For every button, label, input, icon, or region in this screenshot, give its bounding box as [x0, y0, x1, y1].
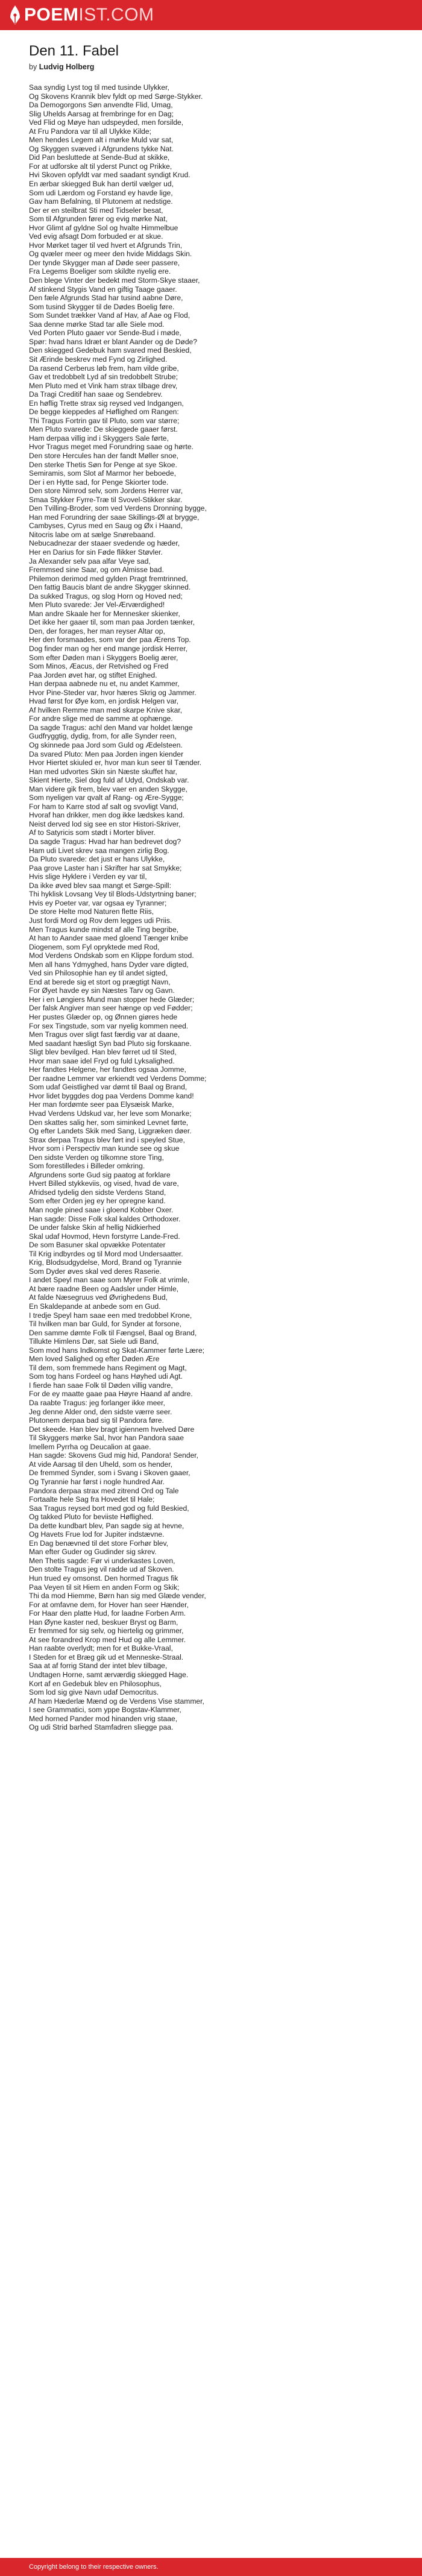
- poem-line: Da sagde Tragus: achl den Mand var holdet længe: [29, 723, 193, 732]
- poem-line: Ved Porten Pluto gaaer vor Sende-Bud i møde,: [29, 329, 181, 338]
- poem-line: De som Basuner skal opvække Potentater: [29, 1241, 166, 1250]
- poem-line: Saa denne mørke Stad tar alle Siele mod.: [29, 320, 165, 329]
- poem-line: Da dette kundbart blev, Pan sagde sig at hevne,: [29, 1521, 184, 1530]
- poem-line: Jeg denne Alder ond, den sidste værre seer.: [29, 1407, 172, 1416]
- byline-prefix: by: [29, 63, 37, 71]
- poem-line: Hun trued ey omsonst. Den hormed Tragus fik: [29, 1573, 178, 1582]
- poem-line: Men Tragus over sligt fast færdig var at daane,: [29, 1030, 180, 1039]
- poem-line: Saa syndig Lyst tog til med tusinde Ulykker,: [29, 83, 169, 92]
- poem-line: Da Demogorgons Søn anvendte Flid, Umag,: [29, 101, 173, 110]
- poem-line: Han sagde: Skovens Gud mig hid, Pandora! Sender,: [29, 1451, 199, 1460]
- poem-line: Hvor Pine-Steder var, hvor hæres Skrig og Jammer.: [29, 688, 197, 697]
- poem-line: Thi hyklisk Lovsang Vey til Blods-Udstyrtning baner;: [29, 890, 197, 899]
- poem-line: Afgrundens sorte Gud sig paatog at forklare: [29, 1170, 171, 1179]
- logo-brand: POEM: [24, 5, 79, 25]
- poem-line: En Dag benævned til det store Forhør blev,: [29, 1538, 169, 1548]
- poem-line: I andet Speyl man saae som Myrer Folk at vrimle,: [29, 1276, 190, 1285]
- poem-line: Den store Hercules han der fandt Møller snoe,: [29, 451, 179, 460]
- poem-line: Den sterke Thetis Søn for Penge at sye Skoe.: [29, 460, 177, 469]
- poem-line: For Haar den platte Hud, for laadne Forben Arm.: [29, 1609, 186, 1618]
- poem-line: Diogenem, som Fyl opryktede med Rod,: [29, 942, 160, 951]
- poem-line: Her den forsmaades, som var der paa Ærens Top.: [29, 635, 191, 644]
- poem-line: Nitocris labe om at sælge Snørebaand.: [29, 530, 156, 539]
- poem-line: Da ikke øved blev saa mangt et Sørge-Spill:: [29, 881, 171, 890]
- poem-line: Hvor Glimt af gyldne Sol og hvalte Himmelbue: [29, 223, 178, 232]
- poem-line: Skient Hierte, Siel dog fuld af Udyd, Ondskab var.: [29, 776, 189, 785]
- poem-line: At vide Aarsag til den Uheld, som os hender,: [29, 1460, 172, 1469]
- poem-line: Saa at af forrig Stand der intet blev tilbage,: [29, 1661, 168, 1671]
- poem-line: De store Helte mod Naturen flette Riis,: [29, 907, 154, 916]
- poem-line: Gudfryggtig, dydig, from, for alle Synder reen,: [29, 732, 177, 741]
- poem-line: Som efter Orden jeg ey her opregne kand.: [29, 1197, 166, 1206]
- poem-line: Af ham Hæderlæ Mænd og de Verdens Vise stammer,: [29, 1696, 204, 1705]
- poem-line: Som efter Døden man i Skyggers Boelig ærer,: [29, 653, 178, 662]
- poem-line: Strax derpaa Tragus blev ført ind i speyled Stue,: [29, 1135, 185, 1144]
- poem-line: Just fordi Mord og Rov dem legges udi Priis.: [29, 916, 172, 925]
- poem-line: Cambyses, Cyrus med en Saug og Øx i Haand,: [29, 521, 183, 531]
- poem-line: Som forestilledes i Billeder omkring.: [29, 1162, 145, 1171]
- poem-line: Med saadant hæsligt Syn bad Pluto sig forskaane.: [29, 1039, 192, 1048]
- poem-line: Det skeede. Han blev bragt igiennem hvelved Døre: [29, 1425, 195, 1434]
- poem-line: Den Tvilling-Broder, som ved Verdens Dronning bygge,: [29, 504, 207, 513]
- poem-line: Did Pan besluttede at Sende-Bud at skikke,: [29, 153, 170, 162]
- poem-line: Kort af en Gedebuk blev en Philosophus,: [29, 1679, 162, 1688]
- poem-line: Og Skyggen svæved i Afgrundens tykke Nat.: [29, 144, 174, 153]
- poem-line: Den skiegged Gedebuk ham svared med Beskied,: [29, 346, 192, 355]
- poem-line: Og efter Landets Skik med Sang, Liggræken døer.: [29, 1127, 192, 1136]
- poem-line: Til Skyggers mørke Sal, hvor han Pandora saae: [29, 1434, 184, 1443]
- poem-line: Fortaalte hele Sag fra Hovedet til Hale;: [29, 1495, 155, 1504]
- poem-line: Og skinnede paa Jord som Guld og Ædelsteen.: [29, 741, 183, 750]
- poem-line: Hvert Billed stykkeviis, og vised, hvad de vare,: [29, 1179, 179, 1188]
- poem-line: Hvor man saae idel Fryd og fuld Lyksalighed.: [29, 1056, 175, 1065]
- poem-line: For Øyet havde ey sin Næstes Tarv og Gavn.: [29, 986, 175, 995]
- site-logo-text: [24, 6, 154, 24]
- poem-line: Hvor lidet byggdes dog paa Verdens Domme kand!: [29, 1091, 194, 1100]
- poem-line: Og Tyrannie har først i nogle hundred Aar.: [29, 1477, 165, 1486]
- poem-line: Den skattes salig her, som siminked Levnet førte,: [29, 1118, 189, 1127]
- poem-line: En ærbar skiegged Buk han dertil vælger ud,: [29, 180, 174, 189]
- poem-line: Neist derved lod sig see en stor Histori-Skriver,: [29, 819, 181, 828]
- poem-line: Den blege Vinter der bedekt med Storm-Skye staaer,: [29, 276, 200, 285]
- poem-line: For sex Tingstude, som var nyelig kommen need.: [29, 1021, 189, 1030]
- poem-line: Han Øyne kaster ned, beskuer Bryst og Barm,: [29, 1617, 178, 1627]
- poem-line: Og udi Strid barhed Stamfadren sliegge paa.: [29, 1723, 174, 1732]
- poem-line: Som lod sig give Navn udaf Democritus.: [29, 1688, 159, 1697]
- poem-line: Den fæle Afgrunds Stad har tusind aabne Døre,: [29, 294, 183, 303]
- poem-line: Men Pluto svarede: Jer Vel-Ærværdighed!: [29, 600, 165, 609]
- poem-line: Fra Legems Boeliger som skildte nyelig ere.: [29, 267, 171, 276]
- poem-line: Af stinkend Stygis Vand en giftig Taage gaaer.: [29, 285, 177, 294]
- poem-line: Der er en steilbrat Sti med Tidseler besat,: [29, 206, 163, 215]
- poem-line: Da raabte Tragus: jeg forlanger ikke meer,: [29, 1399, 165, 1408]
- poem-line: Som Dyder øves skal ved deres Raserie.: [29, 1267, 162, 1276]
- poem-line: Krig, Blodsudgydelse, Mord, Brand og Tyrannie: [29, 1258, 182, 1267]
- poem-line: Sligt blev bevilged. Han blev førret ud til Sted,: [29, 1048, 177, 1057]
- poem-line: Her fandtes Helgene, her fandtes ogsaa Jomme,: [29, 1065, 186, 1074]
- poem-line: Som tog hans Fordeel og hans Høyhed udi Agt.: [29, 1372, 183, 1381]
- poem-line: Skal udaf Hovmod, Hevn forstyrre Lande-Fred.: [29, 1232, 180, 1241]
- poem-line: Man andre Skaale her for Mennesker skienker,: [29, 609, 180, 618]
- site-logo-link[interactable]: [8, 5, 154, 25]
- poem-line: Saa Tragus reysed bort med god og fuld Beskied,: [29, 1504, 189, 1513]
- poem-line: Her i en Løngiers Mund man stopper hede Glæder;: [29, 995, 195, 1004]
- poem-line: Man nogle pined saae i gloend Kobber Oxer.: [29, 1206, 174, 1214]
- poem-line: Som mod hans Indkomst og Skat-Kammer førte Lære;: [29, 1346, 205, 1355]
- poem-line: Man efter Guder og Gudinder sig skrev.: [29, 1548, 157, 1557]
- poem-line: Den fattig Baucis blant de andre Skygger skinned.: [29, 583, 191, 592]
- poem-line: Som udi Lærdom og Forstand ey havde lige,: [29, 188, 173, 197]
- poem-line: Men loved Salighed og efter Døden Ære: [29, 1355, 160, 1364]
- poem-line: Han med Forundring der saae Skillings-Øl at brygge,: [29, 512, 200, 521]
- poem-line: Paa grove Laster han i Skrifter har sat Smykke;: [29, 863, 182, 872]
- poem-line: Der i en Hytte sad, for Penge Skiorter tode.: [29, 477, 169, 487]
- poem-line: Det ikke her gaaer til, som man paa Jorden tænker,: [29, 618, 195, 627]
- poem-line: Til Krig indbyrdes og til Mord mod Undersaatter.: [29, 1249, 183, 1258]
- site-footer: [0, 2558, 422, 2576]
- poem-line: Hvor som i Perspectiv man kunde see og skue: [29, 1144, 180, 1153]
- poem-line: Men Thetis sagde: Før vi underkastes Loven,: [29, 1556, 175, 1565]
- poem-line: Hvi Skoven opfyldt var med saadant syndigt Krud.: [29, 171, 191, 180]
- poem-content: [0, 30, 422, 1732]
- poem-line: Slig Uhelds Aarsag at frembringe for en Dag;: [29, 109, 174, 118]
- poem-line: Som Minos, Æacus, der Retvished og Fred: [29, 662, 169, 671]
- poem-line: Der raadne Lemmer var erkiendt ved Verdens Domme;: [29, 1074, 207, 1083]
- poem-line: Ham derpaa villig ind i Skyggers Sale førte,: [29, 433, 169, 442]
- poem-line: Fremmsed sine Saar, og om Almisse bad.: [29, 565, 164, 575]
- poem-line: Og takked Pluto for beviiste Høflighed.: [29, 1513, 154, 1522]
- poem-line: Men hendes Legem alt i mørke Muld var sat,: [29, 136, 174, 145]
- poem-line: De begge kieppedes af Høflighed om Rangen:: [29, 408, 179, 417]
- poem-line: For at udforske alt til yderst Punct og Prikke,: [29, 162, 172, 171]
- poem-line: Spør: hvad hans Idræt er blant Aander og de Døde?: [29, 337, 197, 346]
- poem-line: Da svared Pluto: Men paa Jorden ingen kiender: [29, 749, 184, 758]
- logo-tld: IST.COM: [78, 5, 154, 25]
- poem-line: Hvoraf han drikker, men dog ikke lædskes kand.: [29, 811, 185, 820]
- fountain-pen-nib-icon: [8, 5, 22, 25]
- poem-line: Som Sundet trækker Vand af Hav, af Aae og Flod,: [29, 311, 191, 320]
- poem-line: Er fremmed for sig selv, og hiertelig og grimmer,: [29, 1627, 184, 1636]
- poem-line: Smaa Stykker Fyrre-Træ til Svovel-Stikker skar.: [29, 495, 183, 504]
- poem-line: Som til Afgrunden fører og evig mørke Nat,: [29, 215, 168, 224]
- site-header: [0, 0, 422, 30]
- poem-line: At falde Næsegruus ved Øvrighedens Bud,: [29, 1293, 168, 1302]
- poem-line: Ved Flid og Møye han udspeyded, men forsilde,: [29, 118, 184, 127]
- poem-line: Thi da mod Hiemme, Børn han sig med Glæde vender,: [29, 1592, 206, 1601]
- poem-line: Han sagde: Disse Folk skal kaldes Orthodoxer.: [29, 1214, 181, 1223]
- poem-line: De under falske Skin af hellig Nidkierhed: [29, 1223, 160, 1232]
- poem-line: Man videre gik frem, blev vaer en anden Skygge,: [29, 784, 187, 793]
- poem-line: Der tynde Skygger man af Døde seer passere,: [29, 258, 180, 267]
- poem-line: Men all hans Ydmyghed, hans Dyder vare digted,: [29, 960, 189, 969]
- poem-line: For andre slige med de samme at ophænge.: [29, 714, 173, 723]
- poem-line: Hvis ey Poeter var, var ogsaa ey Tyranner;: [29, 898, 167, 907]
- poem-line: Philemon derimod med gylden Pragt fremtrinned,: [29, 574, 188, 583]
- poem-line: Der falsk Angiver man seer hænge op ved Fødder;: [29, 1004, 193, 1013]
- poem-line: En Skaldepande at anbede som en Gud.: [29, 1302, 161, 1311]
- poem-line: Men Tragus kunde mindst af alle Ting begribe,: [29, 925, 179, 934]
- poem-line: De fremmed Synder, som i Svang i Skoven gaaer,: [29, 1469, 191, 1478]
- poem-line: Da rasend Cerberus løb frem, ham vilde gribe,: [29, 364, 179, 373]
- poem-line: Hvor Hiertet skiuled er, hvor man kun seer til Tænder.: [29, 758, 202, 767]
- footer-copyright: Copyright belong to their respective owners.: [29, 2563, 159, 2571]
- poem-line: Hvor Tragus meget med Forundring saae og hørte.: [29, 442, 194, 452]
- poem-line: Ja Alexander selv paa alfar Veye sad,: [29, 556, 151, 565]
- poem-line: Den sidste Verden og tilkomne store Ting,: [29, 1153, 164, 1162]
- poem-line: Ved evig afsagt Dom forbuded er at skue.: [29, 232, 163, 241]
- poem-line: For de ey maatte gaae paa Høyre Haand af andre.: [29, 1390, 193, 1399]
- poem-line: Paa Veyen til sit Hiem en anden Form og Skik;: [29, 1582, 180, 1592]
- poem-line: Af to Satyricis som stødt i Morter bliver.: [29, 828, 156, 837]
- poem-line: Nebucadnezar der staaer svedende og hæder,: [29, 539, 180, 548]
- poem-line: I Steden for et Bræg gik ud et Menneske-Straal.: [29, 1652, 184, 1661]
- poem-line: Sit Ærinde beskrev med Fynd og Zirlighed.: [29, 354, 168, 364]
- poem-byline: [29, 61, 422, 72]
- poem-line: Hvis slige Hyklere i Verden ey var til,: [29, 872, 147, 881]
- poem-line: Til hvilken man bar Guld, for Synder at forsone,: [29, 1320, 181, 1329]
- poem-line: Paa Jorden øvet har, og stiftet Enighed.: [29, 670, 157, 679]
- poem-line: Og Skovens Krannik blev fyldt op med Sørge-Stykker.: [29, 92, 203, 101]
- poem-body: [29, 83, 422, 1732]
- poem-line: Ham udi Livet skrev saa mangen zirlig Bog.: [29, 846, 169, 855]
- poem-line: Semiramis, som Slot af Marmor her beboede,: [29, 469, 176, 478]
- poem-line: At Fru Pandora var til all Ulykke Kilde;: [29, 127, 151, 136]
- poem-line: Den samme dømte Folk til Fængsel, Baal og Brand,: [29, 1328, 197, 1337]
- poem-line: Han med udvortes Skin sin Næste skuffet har,: [29, 767, 177, 776]
- author-link[interactable]: Ludvig Holberg: [39, 63, 95, 71]
- poem-line: Plutonem derpaa bad sig til Pandora føre.: [29, 1416, 164, 1425]
- poem-line: Tillukte Himlens Dør, sat Siele udi Band,: [29, 1337, 159, 1346]
- poem-line: Den store Nimrod selv, som Jordens Herrer var,: [29, 487, 183, 496]
- poem-line: Den, der forages, her man reyser Altar op,: [29, 626, 165, 635]
- poem-line: Da sukked Tragus, og slog Horn og Hoved ned;: [29, 591, 183, 600]
- poem-line: Thi Tragus Fortrin gav til Pluto, som var større;: [29, 416, 180, 425]
- poem-line: Men Pluto med et Vink ham strax tilbage drev,: [29, 381, 178, 390]
- poem-line: I see Grammatici, som yppe Bogstav-Klammer,: [29, 1705, 181, 1715]
- poem-line: Til dem, som fremmede hans Regiment og Magt,: [29, 1363, 187, 1372]
- poem-line: Hvad Verdens Udskud var, her leve som Monarke;: [29, 1109, 192, 1118]
- poem-line: At see forandred Krop med Hud og alle Lemmer.: [29, 1635, 186, 1644]
- poem-line: En høflig Trette strax sig reysed ved Indgangen,: [29, 398, 184, 408]
- poem-line: Afridsed tydelig den sidste Verdens Stand,: [29, 1188, 166, 1197]
- poem-line: Her en Darius for sin Føde flikker Støvler.: [29, 547, 163, 556]
- poem-line: Men Pluto svarede: De skieggede gaaer først.: [29, 425, 178, 434]
- poem-line: For ham to Karre stod af salt og svovligt Vand,: [29, 802, 178, 811]
- poem-line: Ved sin Philosophie han ey til andet sigted,: [29, 969, 168, 978]
- poem-line: Hvad først for Øye kom, en jordisk Helgen var,: [29, 697, 179, 706]
- poem-line: End at berede sig et stort og prægtigt Navn,: [29, 977, 171, 986]
- poem-line: Her man fordømte seer paa Elysæisk Marke,: [29, 1100, 174, 1109]
- poem-line: Og Havets Frue lod for Jupiter indstævne.: [29, 1530, 165, 1539]
- poem-line: Mod Verdens Ondskab som en Klippe fordum stod.: [29, 951, 194, 960]
- poem-line: Dog finder man og her end mange jordisk Herrer,: [29, 644, 187, 653]
- poem-line: Den stolte Tragus jeg vil radde ud af Skoven.: [29, 1565, 174, 1574]
- poem-line: At bære raadne Been og Aadsler under Himle,: [29, 1284, 179, 1293]
- poem-line: I tredje Speyl ham saae een med tredobbel Krone,: [29, 1311, 192, 1320]
- poem-line: Da Tragi Creditif han saae og Sendebrev.: [29, 390, 163, 399]
- poem-line: Da sagde Tragus: Hvad har han bedrevet dog?: [29, 837, 181, 846]
- poem-line: Imellem Pyrrha og Deucalion at gaae.: [29, 1442, 151, 1451]
- poem-title: Den 11. Fabel: [29, 43, 119, 59]
- poem-line: Undtagen Horne, samt ærværdig skiegged Hage.: [29, 1670, 189, 1679]
- poem-line: Gav et tredobbelt Lyd af sin tredobbelt Strube;: [29, 373, 178, 382]
- poem-line: Da Pluto svarede: det just er hans Ulykke,: [29, 855, 165, 864]
- poem-line: I fierde han saae Folk til Døden villig vandre,: [29, 1381, 173, 1390]
- poem-line: Som udaf Geistlighed var dømt til Baal og Brand,: [29, 1083, 187, 1092]
- poem-line: Med horned Pander mod hinanden vrig staae,: [29, 1714, 178, 1723]
- poem-line: Som nyeligen var qvalt af Rang- og Ære-Sygge;: [29, 793, 184, 802]
- poem-line: Af hvilken Remme man med skarpe Knive skar,: [29, 705, 183, 714]
- poem-line: At han to Aander saae med gloend Tænger knibe: [29, 934, 189, 943]
- poem-line: Han raabte overlydt; men for et Bukke-Vraal,: [29, 1644, 173, 1653]
- poem-line: Han derpaa aabnede nu et, nu andet Kammer,: [29, 679, 180, 688]
- poem-line: Her pustes Glæder op, og Ønnen giøres hede: [29, 1012, 178, 1021]
- poem-line: For at omfavne dem, for Hover han seer Hænder,: [29, 1600, 189, 1609]
- poem-line: Pandora derpaa strax med zitrend Ord og Tale: [29, 1486, 179, 1495]
- poem-line: Hvor Mørket tager til ved hvert et Afgrunds Trin,: [29, 241, 183, 250]
- poem-line: Som tusind Skygger til de Dødes Boelig føre.: [29, 302, 175, 311]
- poem-line: Og qvæler meer og meer den hvide Middags Skin.: [29, 250, 192, 259]
- poem-line: Gav ham Befalning, til Plutonem at nedstige.: [29, 197, 173, 206]
